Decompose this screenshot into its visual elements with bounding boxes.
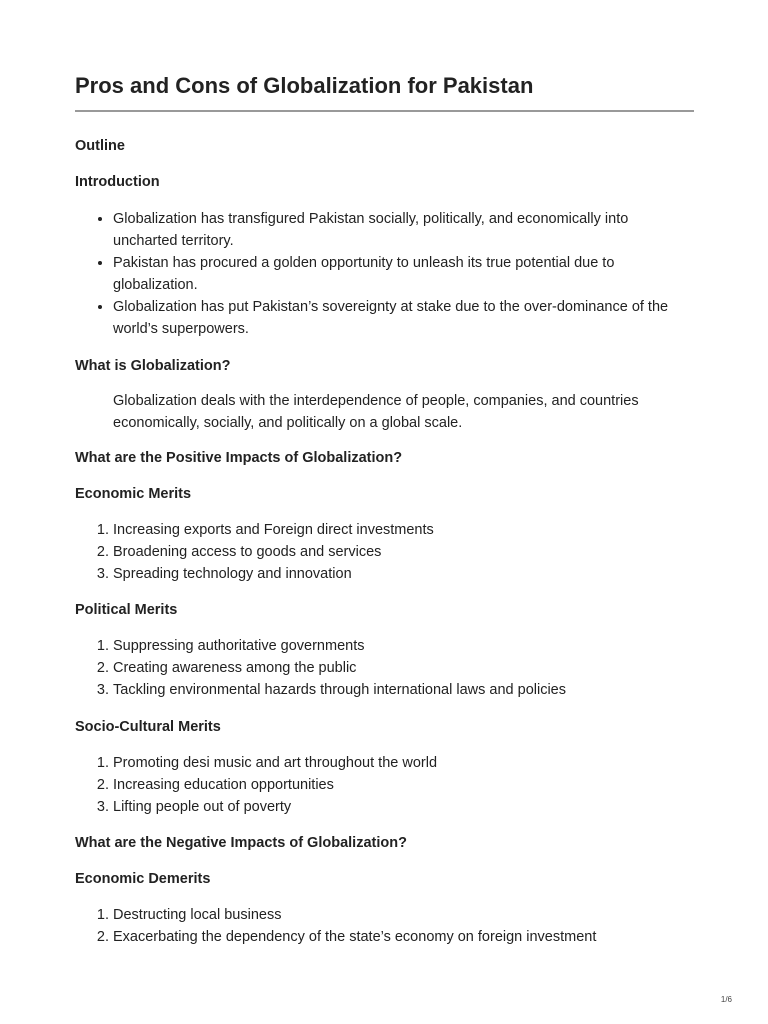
list-item: 3. Spreading technology and innovation <box>113 563 694 585</box>
list-item: 3. Tackling environmental hazards through international laws and policies <box>113 679 694 701</box>
sociocultural-merits-list <box>75 752 694 818</box>
what-is-globalization-heading: What is Globalization? <box>75 358 231 374</box>
outline-heading: Outline <box>75 138 125 154</box>
list-item: 3. Lifting people out of poverty <box>113 796 694 818</box>
list-item: 1. Increasing exports and Foreign direct investments <box>113 519 694 541</box>
introduction-bullet-list <box>75 208 694 340</box>
list-item: 1. Suppressing authoritative governments <box>113 635 694 657</box>
economic-merits-list <box>75 519 694 585</box>
list-item: • Pakistan has procured a golden opportunity to unleash its true potential due to globalization. <box>113 252 694 296</box>
definition-paragraph: Globalization deals with the interdependence of people, companies, and countries economically, socially, and politically on a global scale. <box>113 393 639 431</box>
political-merits-list <box>75 635 694 701</box>
document-page <box>75 72 694 948</box>
positive-impacts-heading: What are the Positive Impacts of Globalization? <box>75 450 403 466</box>
document-title: Pros and Cons of Globalization for Pakistan <box>75 72 694 112</box>
introduction-heading: Introduction <box>75 174 160 190</box>
economic-demerits-heading: Economic Demerits <box>75 871 211 887</box>
page-number: 1/6 <box>720 995 732 1004</box>
list-item: 2. Creating awareness among the public <box>113 657 694 679</box>
sociocultural-merits-heading: Socio-Cultural Merits <box>75 719 221 735</box>
list-item: • Globalization has transfigured Pakistan socially, politically, and economically into uncharted territory. <box>113 208 694 252</box>
list-item: 1. Promoting desi music and art throughout the world <box>113 752 694 774</box>
list-item: 2. Increasing education opportunities <box>113 774 694 796</box>
political-merits-heading: Political Merits <box>75 602 178 618</box>
economic-demerits-list <box>75 904 694 948</box>
economic-merits-heading: Economic Merits <box>75 486 192 502</box>
list-item: 2. Broadening access to goods and services <box>113 541 694 563</box>
negative-impacts-heading: What are the Negative Impacts of Globalization? <box>75 835 407 851</box>
list-item: 2. Exacerbating the dependency of the state’s economy on foreign investment <box>113 926 694 948</box>
list-item: 1. Destructing local business <box>113 904 694 926</box>
list-item: • Globalization has put Pakistan’s sovereignty at stake due to the over-dominance of the world’s superpowers. <box>113 296 694 340</box>
